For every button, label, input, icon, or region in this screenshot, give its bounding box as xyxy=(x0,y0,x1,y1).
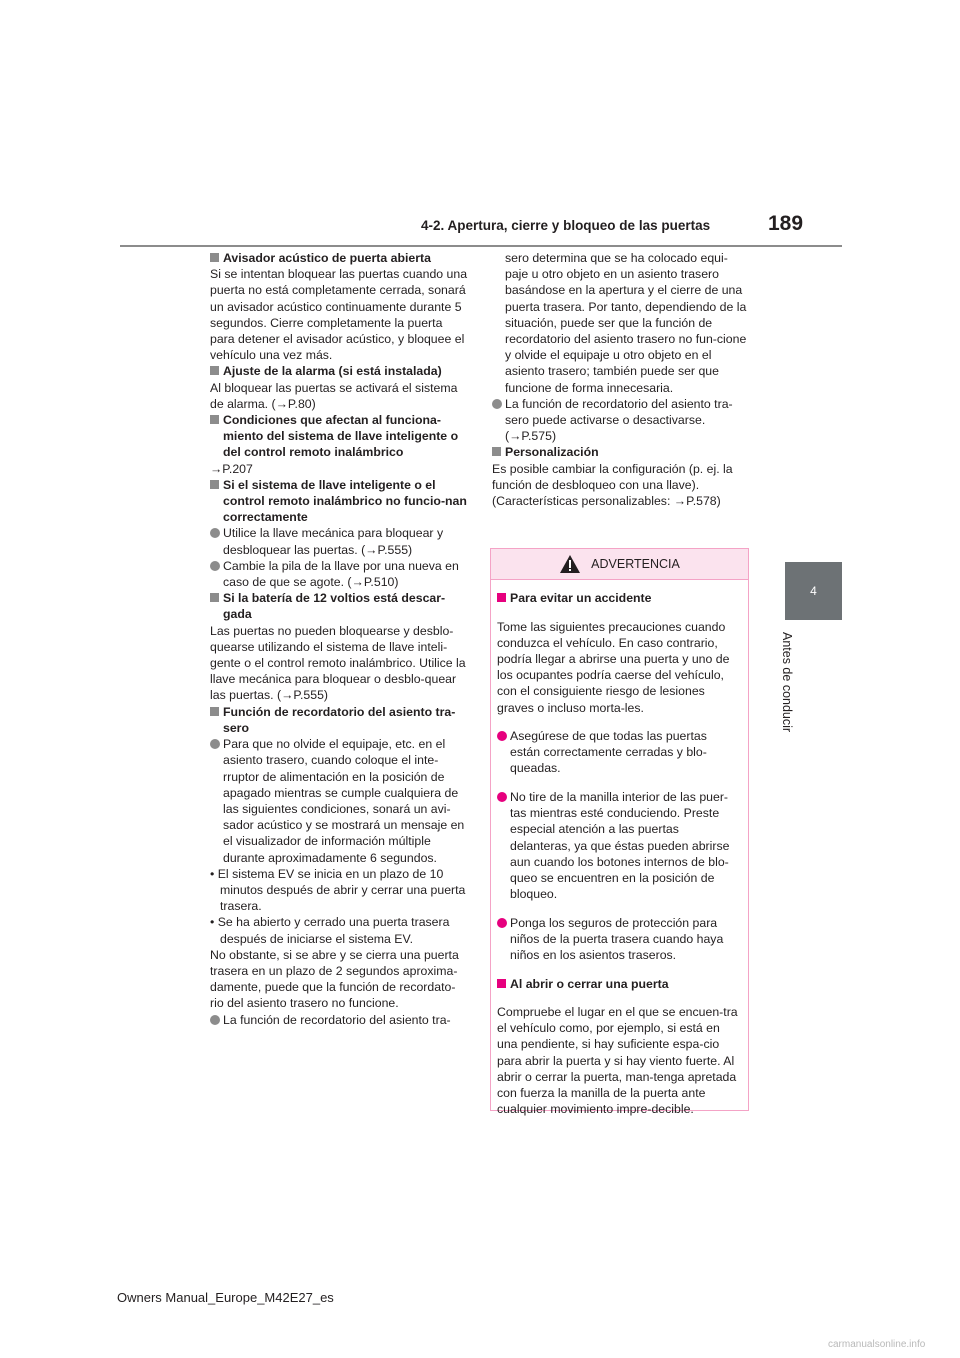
watermark: carmanualsonline.info xyxy=(828,1339,926,1350)
paragraph: Es posible cambiar la configuración (p. ej. la función de desbloqueo con una llave). (Características personalizables: →P.578) xyxy=(492,461,733,509)
warning-title: ADVERTENCIA xyxy=(591,557,680,571)
chapter-number: 4 xyxy=(810,584,817,598)
warning-header xyxy=(491,549,748,580)
paragraph: sero determina que se ha colocado equi-paje u otro objeto en un asiento trasero basándose en la apertura y el cierre de una puerta trasera. Por tanto, dependiendo de la situación, puede ser que la función de recordatorio del asiento trasero no fun-cione y olvide el equipaje u otro objeto en el asiento trasero; también puede ser que funcione de forma innecesaria. xyxy=(505,251,747,395)
warning-bullet: Ponga los seguros de protección para niños de la puerta trasera cuando haya niños en los asientos traseros. xyxy=(497,915,738,964)
left-column xyxy=(210,250,468,1028)
bullet-item: Para que no olvide el equipaje, etc. en el asiento trasero, cuando coloque el inte-rruptor de alimentación en la posición de apagado mientras se cumple cualquiera de las siguientes condiciones, sonará un avi-sador acústico y se mostrará un mensaje en el visualizador de información múltiple durante aproximadamente 6 segundos. xyxy=(210,736,468,866)
warning-heading: Al abrir o cerrar una puerta xyxy=(497,976,738,992)
page-number: 189 xyxy=(768,212,804,235)
sub-item: • Se ha abierto y cerrado una puerta trasera después de iniciarse el sistema EV. xyxy=(210,915,450,946)
right-column xyxy=(492,250,750,509)
header-rule xyxy=(120,245,842,247)
section-heading: Avisador acústico de puerta abierta xyxy=(210,250,468,266)
section-heading: Función de recordatorio del asiento tra-sero xyxy=(210,704,468,736)
section-heading: Si el sistema de llave inteligente o el control remoto inalámbrico no funcio-nan correctamente xyxy=(210,477,468,526)
warning-bullet: No tire de la manilla interior de las puer-tas mientras esté conduciendo. Preste especial atención a las puertas delanteras, ya que éstas pueden abrirse aun cuando los botones internos de blo-queo se encuentren en la posición de bloqueo. xyxy=(497,789,738,902)
paragraph: Si se intentan bloquear las puertas cuando una puerta no está completamente cerrada, sonará un avisador acústico continuamente durante 5 segundos. Cierre completamente la puerta para detener el avisador acústico, y bloquee el vehículo una vez más. xyxy=(210,267,468,363)
page-reference: →P.207 xyxy=(210,461,253,476)
warning-bullet: Asegúrese de que todas las puertas están correctamente cerradas y blo-queadas. xyxy=(497,728,738,777)
bullet-item: Utilice la llave mecánica para bloquear y desbloquear las puertas. (→P.555) xyxy=(210,525,468,557)
paragraph: No obstante, si se abre y se cierra una puerta trasera en un plazo de 2 segundos aproxima-damente, puede que la función de recordato-rio del asiento trasero no funcione. xyxy=(210,947,459,1011)
warning-triangle-icon xyxy=(559,554,581,574)
bullet-item: Cambie la pila de la llave por una nueva en caso de que se agote. (→P.510) xyxy=(210,558,468,590)
section-heading: Si la batería de 12 voltios está descar-gada xyxy=(210,590,468,622)
chapter-label: Antes de conducir xyxy=(780,632,794,733)
bullet-item: La función de recordatorio del asiento tra-sero puede activarse o desactivarse. (→P.575) xyxy=(492,396,750,445)
bullet-item: La función de recordatorio del asiento tra- xyxy=(210,1012,468,1028)
footer-text: Owners Manual_Europe_M42E27_es xyxy=(117,1290,334,1305)
paragraph: Tome las siguientes precauciones cuando conduzca el vehículo. En caso contrario, podría llegar a abrirse una puerta y uno de los ocupantes podría caerse del vehículo, con el consiguiente riesgo de lesiones graves o incluso morta-les. xyxy=(497,619,730,715)
section-title: 4-2. Apertura, cierre y bloqueo de las puertas xyxy=(421,218,711,233)
paragraph: Las puertas no pueden bloquearse y desblo-quearse utilizando el sistema de llave inteli-gente o el control remoto inalámbrico. Utilice la llave mecánica para bloquear o desblo-quear las puertas. (→P.555) xyxy=(210,623,466,703)
section-heading: Personalización xyxy=(492,444,750,460)
section-heading: Condiciones que afectan al funciona-miento del sistema de llave inteligente o del control remoto inalámbrico xyxy=(210,412,468,461)
paragraph: Al bloquear las puertas se activará el sistema de alarma. (→P.80) xyxy=(210,380,458,411)
warning-body xyxy=(491,580,748,1117)
chapter-tab xyxy=(785,562,842,620)
warning-box xyxy=(490,548,749,1117)
chapter-label-container xyxy=(772,632,812,772)
warning-heading: Para evitar un accidente xyxy=(497,590,738,606)
sub-item: • El sistema EV se inicia en un plazo de 10 minutos después de abrir y cerrar una puerta trasera. xyxy=(210,866,466,914)
section-heading: Ajuste de la alarma (si está instalada) xyxy=(210,363,468,379)
paragraph: Compruebe el lugar en el que se encuen-tra el vehículo como, por ejemplo, si está en una pendiente, si hay suficiente espa-cio para abrir la puerta y si hay viento fuerte. Al abrir o cerrar la puerta, man-tenga apretada con fuerza la manilla de la puerta ante cualquier movimiento impre-decible. xyxy=(497,1005,738,1117)
